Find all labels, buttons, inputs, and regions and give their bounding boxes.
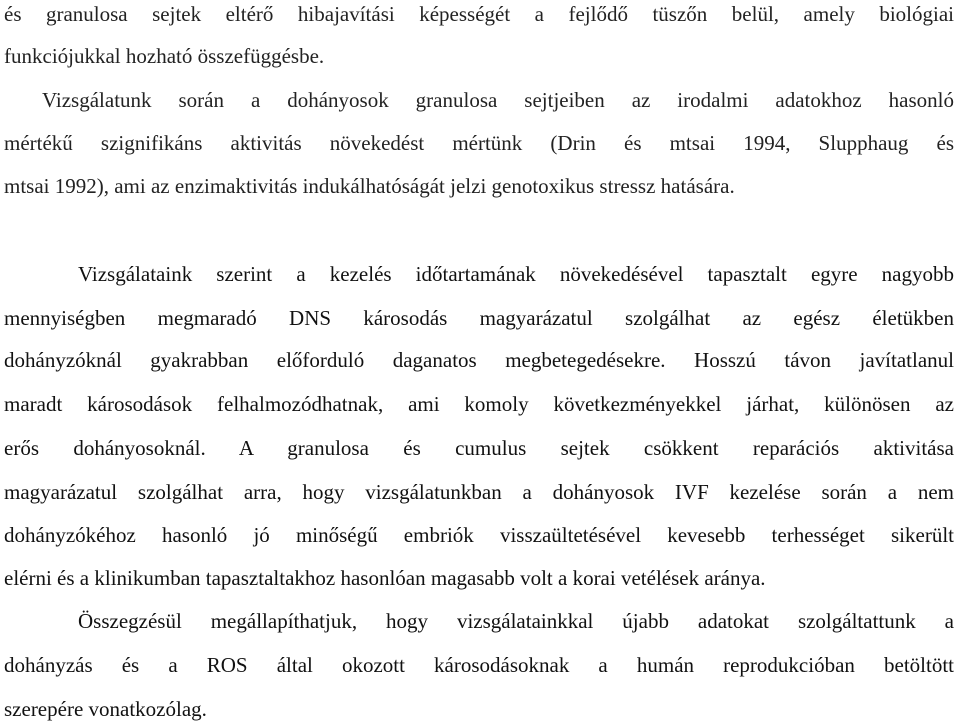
text-line: mtsai 1992), ami az enzimaktivitás indukálhatóságát jelzi genotoxikus stressz hatására. bbox=[4, 174, 735, 198]
text-line: maradt károsodások felhalmozódhatnak, ami komoly következményekkel járhat, különösen az bbox=[4, 392, 954, 416]
text-line: mértékű szignifikáns aktivitás növekedést mértünk (Drin és mtsai 1994, Slupphaug és bbox=[4, 131, 954, 155]
text-line: szerepére vonatkozólag. bbox=[4, 697, 207, 721]
text-line: dohányzókéhoz hasonló jó minőségű embriók visszaültetésével kevesebb terhességet sikerült bbox=[4, 523, 954, 547]
text-line: elérni és a klinikumban tapasztaltakhoz hasonlóan magasabb volt a korai vetélések aránya. bbox=[4, 566, 766, 590]
text-line: erős dohányosoknál. A granulosa és cumulus sejtek csökkent reparációs aktivitása bbox=[4, 436, 954, 460]
text-line: Vizsgálatunk során a dohányosok granulosa sejtjeiben az irodalmi adatokhoz hasonló bbox=[42, 88, 954, 112]
text-line: funkciójukkal hozható összefüggésbe. bbox=[4, 44, 325, 68]
text-line: és granulosa sejtek eltérő hibajavítási képességét a fejlődő tüszőn belül, amely biológiai bbox=[4, 2, 954, 26]
text-line: dohányzás és a ROS által okozott károsodásoknak a humán reprodukcióban betöltött bbox=[4, 653, 954, 677]
text-line: Vizsgálataink szerint a kezelés időtartamának növekedésével tapasztalt egyre nagyobb bbox=[78, 262, 954, 286]
text-line: mennyiségben megmaradó DNS károsodás magyarázatul szolgálhat az egész életükben bbox=[4, 306, 954, 330]
text-line: Összegzésül megállapíthatjuk, hogy vizsgálatainkkal újabb adatokat szolgáltattunk a bbox=[78, 609, 954, 633]
text-line: dohányzóknál gyakrabban előforduló daganatos megbetegedésekre. Hosszú távon javítatlanul bbox=[4, 348, 954, 372]
text-line: magyarázatul szolgálhat arra, hogy vizsgálatunkban a dohányosok IVF kezelése során a nem bbox=[4, 480, 954, 504]
